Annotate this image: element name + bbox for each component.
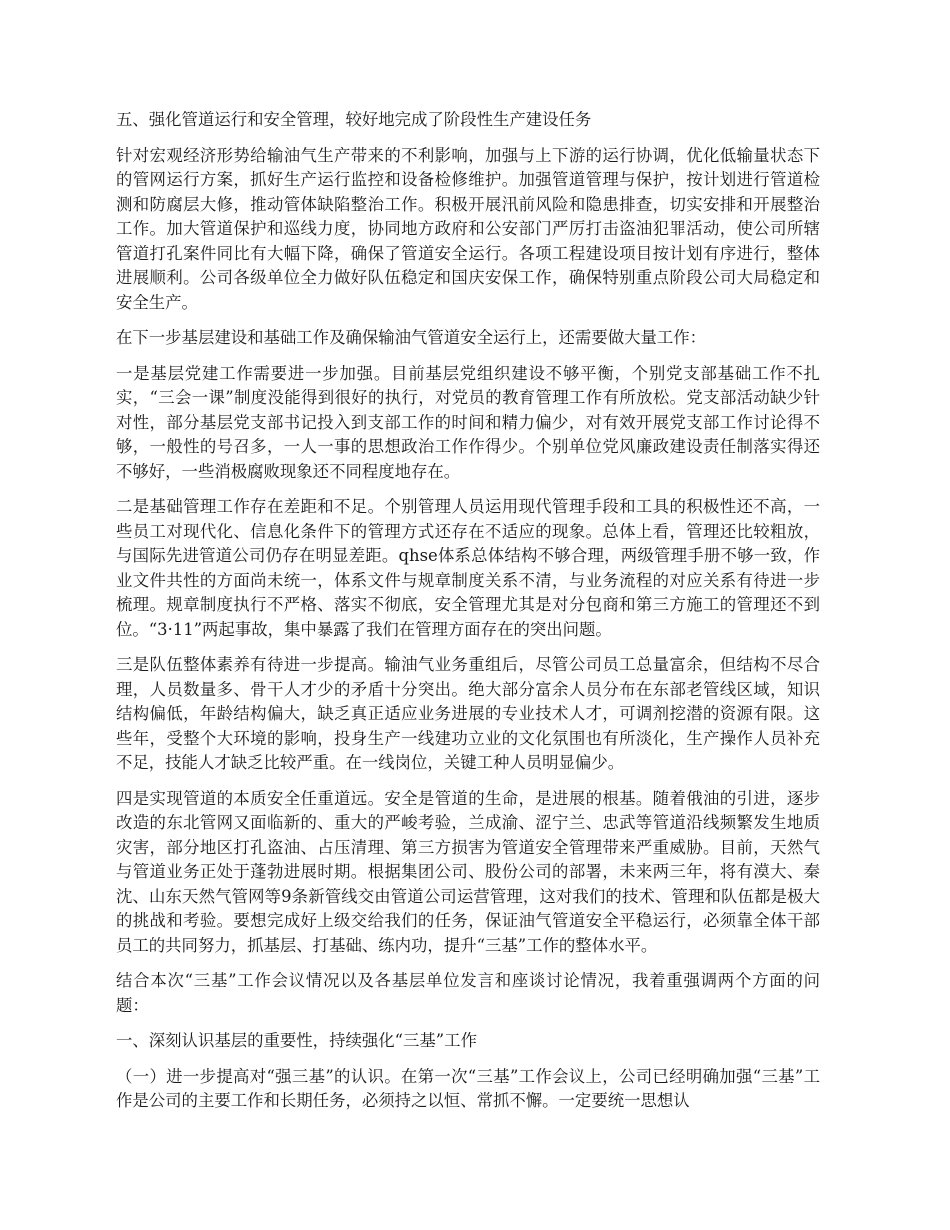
paragraph-pipeline-operation: 针对宏观经济形势给输油气生产带来的不利影响，加强与上下游的运行协调，优化低输量状态下的管网运行方案，抓好生产运行监控和设备检修维护。加强管道管理与保护，按计划进行管道检测和防腐层大修，推动管体缺陷整治工作。积极开展汛前风险和隐患排查，切实安排和开展整治工作。加大管道保护和巡线力度，协同地方政府和公安部门严厉打击盗油犯罪活动，使公司所辖管道打孔案件同比有大幅下降，确保了管道安全运行。各项工程建设项目按计划有序进行，整体进展顺利。公司各级单位全力做好队伍稳定和国庆安保工作，确保特别重点阶段公司大局稳定和安全生产。	[116, 145, 820, 312]
paragraph-party-building: 一是基层党建工作需要进一步加强。目前基层党组织建设不够平衡，个别党支部基础工作不扎实，“三会一课”制度没能得到很好的执行，对党员的教育管理工作有所放松。党支部活动缺少针对性，部分基层党支部书记投入到支部工作的时间和精力偏少，对有效开展党支部工作讨论得不够，一般性的号召多，一人一事的思想政治工作作得少。个别单位党风廉政建设责任制落实得还不够好，一些消极腐败现象还不同程度地存在。	[116, 363, 820, 481]
paragraph-meeting-summary: 结合本次“三基”工作会议情况以及各基层单位发言和座谈讨论情况，我着重强调两个方面的问题：	[116, 971, 820, 1015]
paragraph-basic-management: 二是基础管理工作存在差距和不足。个别管理人员运用现代管理手段和工具的积极性还不高，一些员工对现代化、信息化条件下的管理方式还存在不适应的现象。总体上看，管理还比较粗放，与国际先进管道公司仍存在明显差距。qhse体系总体结构不够合理，两级管理手册不够一致，作业文件共性的方面尚未统一，体系文件与规章制度关系不清，与业务流程的对应关系有待进一步梳理。规章制度执行不严格、落实不彻底，安全管理尤其是对分包商和第三方施工的管理还不到位。“3·11”两起事故，集中暴露了我们在管理方面存在的突出问题。	[116, 497, 820, 639]
paragraph-pipeline-safety: 四是实现管道的本质安全任重道远。安全是管道的生命，是进展的根基。随着俄油的引进，逐步改造的东北管网又面临新的、重大的严峻考验，兰成渝、涩宁兰、忠武等管道沿线频繁发生地质灾害，部分地区打孔盗油、占压清理、第三方损害为管道安全管理带来严重威胁。目前，天然气与管道业务正处于蓬勃进展时期。根据集团公司、股份公司的部署，未来两三年，将有漠大、秦沈、山东天然气管网等9条新管线交由管道公司运营管理，这对我们的技术、管理和队伍都是极大的挑战和考验。要想完成好上级交给我们的任务，保证油气管道安全平稳运行，必须靠全体干部员工的共同努力，抓基层、打基础、练内功，提升“三基”工作的整体水平。	[116, 788, 820, 955]
section-heading-5: 五、强化管道运行和安全管理，较好地完成了阶段性生产建设任务	[116, 110, 592, 129]
paragraph-three-basics-awareness: （一）进一步提高对“强三基”的认识。在第一次“三基”工作会议上，公司已经明确加强“三基”工作是公司的主要工作和长期任务，必须持之以恒、常抓不懈。一定要统一思想认	[116, 1066, 820, 1110]
paragraph-team-quality: 三是队伍整体素养有待进一步提高。输油气业务重组后，尽管公司员工总量富余，但结构不尽合理，人员数量多、骨干人才少的矛盾十分突出。绝大部分富余人员分布在东部老管线区域，知识结构偏低，年龄结构偏大，缺乏真正适应业务进展的专业技术人才，可调剂挖潜的资源有限。这些年，受整个大环境的影响，投身生产一线建功立业的文化氛围也有所淡化，生产操作人员补充不足，技能人才缺乏比较严重。在一线岗位，关键工种人员明显偏少。	[116, 655, 820, 772]
section-heading-1: 一、深刻认识基层的重要性，持续强化“三基”工作	[116, 1031, 477, 1050]
paragraph-next-steps-intro: 在下一步基层建设和基础工作及确保输油气管道安全运行上，还需要做大量工作：	[116, 328, 707, 347]
